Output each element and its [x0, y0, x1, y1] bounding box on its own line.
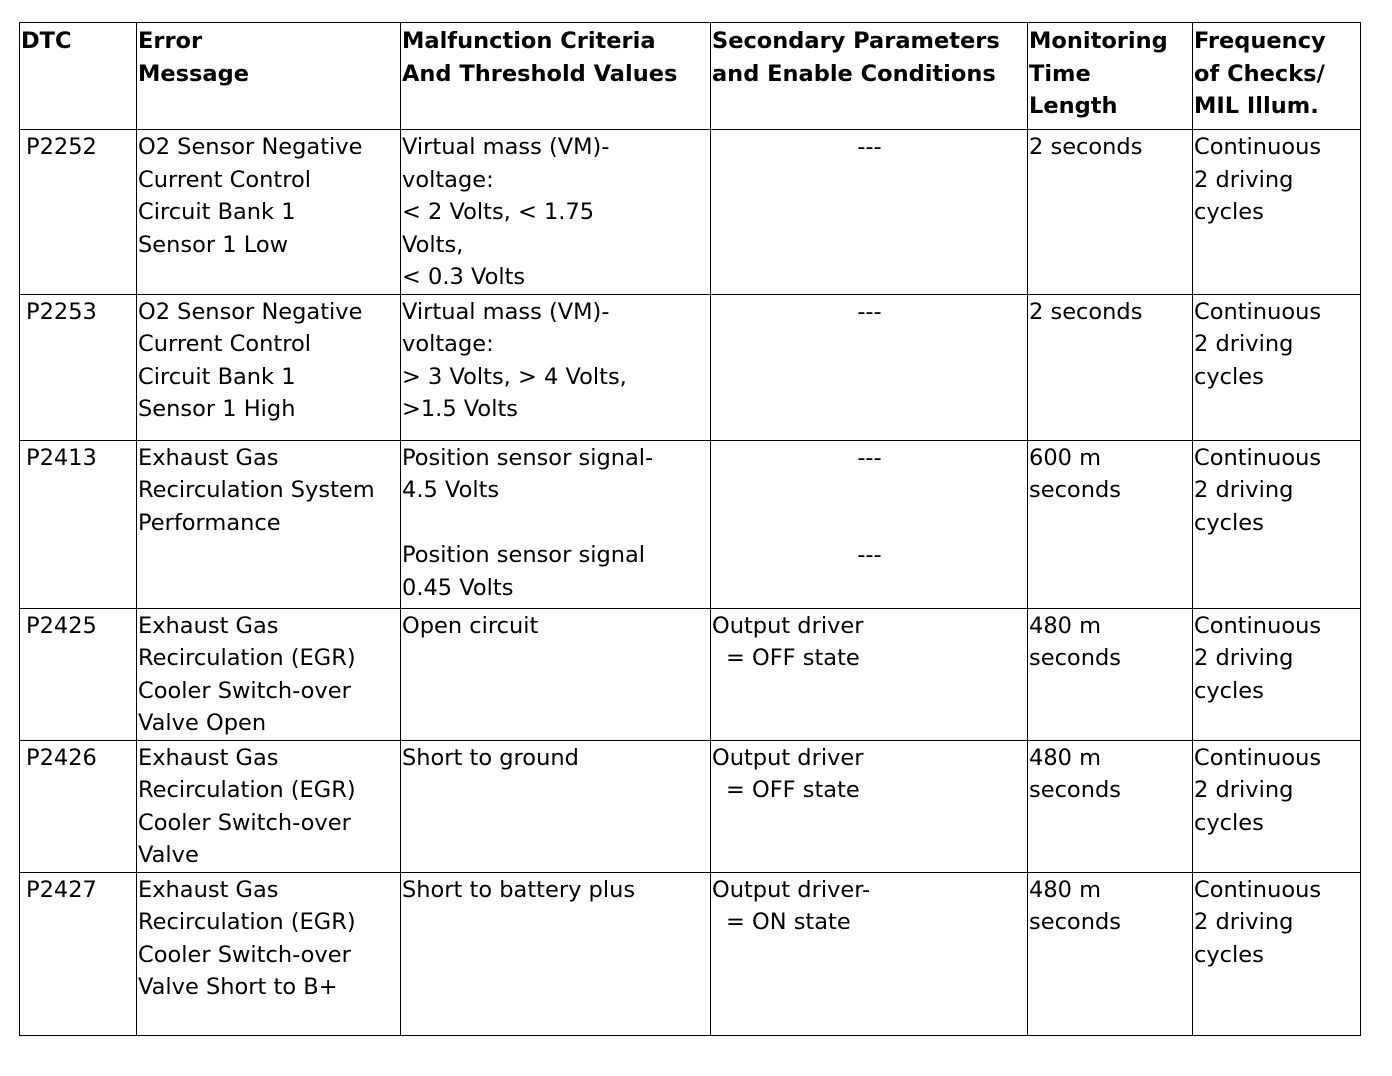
- dtc-table: [19, 22, 1361, 1036]
- monitoring-time: [1028, 608, 1193, 740]
- frequency-line: Continuous: [1194, 298, 1322, 325]
- secondary-line: = OFF state: [726, 645, 860, 671]
- spacer: [712, 507, 1027, 540]
- dtc-code: [20, 294, 137, 440]
- criteria-line: Virtual mass (VM)-: [402, 134, 610, 160]
- header-text: Message: [138, 60, 249, 87]
- message-line: Exhaust Gas: [138, 444, 279, 471]
- header-text: Secondary Parameters: [712, 28, 1000, 54]
- message-line: Recirculation (EGR): [138, 645, 356, 671]
- message-line: Sensor 1 High: [138, 396, 296, 422]
- frequency-line: 2 driving: [1194, 331, 1294, 357]
- header-text: and Enable Conditions: [712, 60, 996, 87]
- monitoring-time: [1028, 740, 1193, 872]
- frequency: [1193, 440, 1361, 608]
- frequency-line: cycles: [1194, 199, 1264, 225]
- header-text: Malfunction Criteria: [402, 28, 656, 54]
- header-text: Frequency: [1194, 28, 1326, 54]
- header-text: of Checks/: [1194, 60, 1325, 87]
- monitoring-time: [1028, 130, 1193, 295]
- criteria-line: < 0.3 Volts: [402, 264, 526, 290]
- time-line: 600 m: [1029, 444, 1102, 471]
- message-line: Sensor 1 Low: [138, 231, 289, 258]
- dtc-code: [20, 740, 137, 872]
- secondary-parameters: [711, 130, 1028, 295]
- frequency: [1193, 294, 1361, 440]
- criteria-line: Position sensor signal-: [402, 444, 654, 471]
- secondary-line: = ON state: [726, 909, 851, 935]
- malfunction-criteria: [401, 608, 711, 740]
- criteria-line: voltage:: [402, 166, 494, 193]
- secondary-parameters: [711, 608, 1028, 740]
- spacer: [712, 474, 1027, 507]
- frequency-line: Continuous: [1194, 876, 1322, 903]
- error-message: [137, 872, 401, 1035]
- frequency: [1193, 740, 1361, 872]
- frequency-line: 2 driving: [1194, 166, 1294, 193]
- message-line: Recirculation System: [138, 477, 375, 503]
- error-message: [137, 130, 401, 295]
- criteria-line: Short to ground: [402, 744, 579, 771]
- criteria-line: > 3 Volts, > 4 Volts,: [402, 363, 627, 390]
- frequency-line: Continuous: [1194, 444, 1322, 471]
- monitoring-time: [1028, 440, 1193, 608]
- table-row: [20, 294, 1361, 440]
- message-line: Recirculation (EGR): [138, 909, 356, 935]
- secondary-line: Output driver-: [712, 876, 871, 903]
- message-line: Valve: [138, 842, 199, 868]
- table-row: [20, 608, 1361, 740]
- secondary-line: ---: [857, 542, 882, 568]
- malfunction-criteria: [401, 740, 711, 872]
- frequency-line: 2 driving: [1194, 477, 1294, 503]
- message-line: O2 Sensor Negative: [138, 134, 363, 160]
- time-line: 480 m: [1029, 876, 1102, 903]
- monitoring-time: [1028, 294, 1193, 440]
- frequency-line: 2 driving: [1194, 909, 1294, 935]
- message-line: Exhaust Gas: [138, 876, 279, 903]
- criteria-line: Virtual mass (VM)-: [402, 298, 610, 325]
- malfunction-criteria: [401, 294, 711, 440]
- frequency-line: Continuous: [1194, 612, 1322, 639]
- message-line: Cooler Switch-over: [138, 809, 351, 836]
- dtc-code-text: P2252: [26, 134, 97, 160]
- secondary-line: ---: [857, 298, 882, 325]
- dtc-code: [20, 872, 137, 1035]
- criteria-line: 4.5 Volts: [402, 477, 500, 503]
- header-monitoring-time: [1028, 23, 1193, 130]
- frequency-line: cycles: [1194, 363, 1264, 390]
- frequency: [1193, 872, 1361, 1035]
- time-line: seconds: [1029, 645, 1121, 671]
- header-dtc-text: DTC: [21, 28, 72, 54]
- message-line: Circuit Bank 1: [138, 199, 296, 225]
- message-line: Circuit Bank 1: [138, 363, 296, 390]
- message-line: Performance: [138, 509, 281, 536]
- frequency-line: 2 driving: [1194, 777, 1294, 803]
- message-line: Exhaust Gas: [138, 744, 279, 771]
- table-row: [20, 740, 1361, 872]
- secondary-parameters: [711, 440, 1028, 608]
- message-line: Current Control: [138, 331, 311, 357]
- time-line: seconds: [1029, 909, 1121, 935]
- secondary-line: ---: [857, 134, 882, 160]
- criteria-line: Short to battery plus: [402, 876, 636, 903]
- message-line: Exhaust Gas: [138, 612, 279, 639]
- frequency-line: Continuous: [1194, 134, 1322, 160]
- criteria-line: Volts,: [402, 231, 464, 258]
- malfunction-criteria: [401, 440, 711, 608]
- dtc-code-text: P2253: [26, 298, 97, 325]
- secondary-line: Output driver: [712, 744, 864, 771]
- frequency-line: 2 driving: [1194, 645, 1294, 671]
- header-error-message: [137, 23, 401, 130]
- error-message: [137, 740, 401, 872]
- frequency: [1193, 608, 1361, 740]
- dtc-code-text: P2426: [26, 744, 97, 771]
- time-line: seconds: [1029, 477, 1121, 503]
- time-line: 2 seconds: [1029, 134, 1143, 160]
- dtc-code: [20, 608, 137, 740]
- secondary-parameters: [711, 294, 1028, 440]
- time-line: 480 m: [1029, 612, 1102, 639]
- criteria-line: < 2 Volts, < 1.75: [402, 199, 595, 225]
- message-line: Recirculation (EGR): [138, 777, 356, 803]
- header-text: Length: [1029, 93, 1118, 119]
- header-text: Time: [1029, 60, 1091, 87]
- frequency: [1193, 130, 1361, 295]
- message-line: Valve Open: [138, 710, 267, 736]
- header-malfunction-criteria: [401, 23, 711, 130]
- header-text: MIL Illum.: [1194, 93, 1319, 119]
- dtc-code-text: P2427: [26, 876, 97, 903]
- header-row: [20, 23, 1361, 130]
- error-message: [137, 294, 401, 440]
- table-row: [20, 872, 1361, 1035]
- header-text: Error: [138, 28, 203, 54]
- secondary-line: Output driver: [712, 612, 864, 639]
- frequency-line: cycles: [1194, 509, 1264, 536]
- dtc-code-text: P2425: [26, 612, 97, 639]
- frequency-line: Continuous: [1194, 744, 1322, 771]
- header-text: Monitoring: [1029, 28, 1168, 54]
- criteria-line: 0.45 Volts: [402, 574, 514, 601]
- dtc-code-text: P2413: [26, 444, 97, 471]
- frequency-line: cycles: [1194, 677, 1264, 704]
- spacer: [402, 507, 710, 540]
- criteria-line: Position sensor signal: [402, 542, 646, 568]
- error-message: [137, 440, 401, 608]
- header-dtc: [20, 23, 137, 130]
- malfunction-criteria: [401, 872, 711, 1035]
- header-secondary-parameters: [711, 23, 1028, 130]
- secondary-parameters: [711, 872, 1028, 1035]
- header-text: And Threshold Values: [402, 60, 678, 87]
- frequency-line: cycles: [1194, 809, 1264, 836]
- dtc-code: [20, 440, 137, 608]
- message-line: O2 Sensor Negative: [138, 298, 363, 325]
- malfunction-criteria: [401, 130, 711, 295]
- secondary-parameters: [711, 740, 1028, 872]
- frequency-line: cycles: [1194, 941, 1264, 968]
- time-line: 480 m: [1029, 744, 1102, 771]
- time-line: seconds: [1029, 777, 1121, 803]
- dtc-code: [20, 130, 137, 295]
- table-row: [20, 130, 1361, 295]
- message-line: Cooler Switch-over: [138, 941, 351, 968]
- secondary-line: = OFF state: [726, 777, 860, 803]
- criteria-line: Open circuit: [402, 612, 539, 639]
- table-row: [20, 440, 1361, 608]
- monitoring-time: [1028, 872, 1193, 1035]
- header-frequency: [1193, 23, 1361, 130]
- secondary-line: ---: [857, 444, 882, 471]
- message-line: Valve Short to B+: [138, 974, 338, 1000]
- time-line: 2 seconds: [1029, 298, 1143, 325]
- criteria-line: >1.5 Volts: [402, 396, 518, 422]
- message-line: Current Control: [138, 166, 311, 193]
- criteria-line: voltage:: [402, 331, 494, 357]
- error-message: [137, 608, 401, 740]
- message-line: Cooler Switch-over: [138, 677, 351, 704]
